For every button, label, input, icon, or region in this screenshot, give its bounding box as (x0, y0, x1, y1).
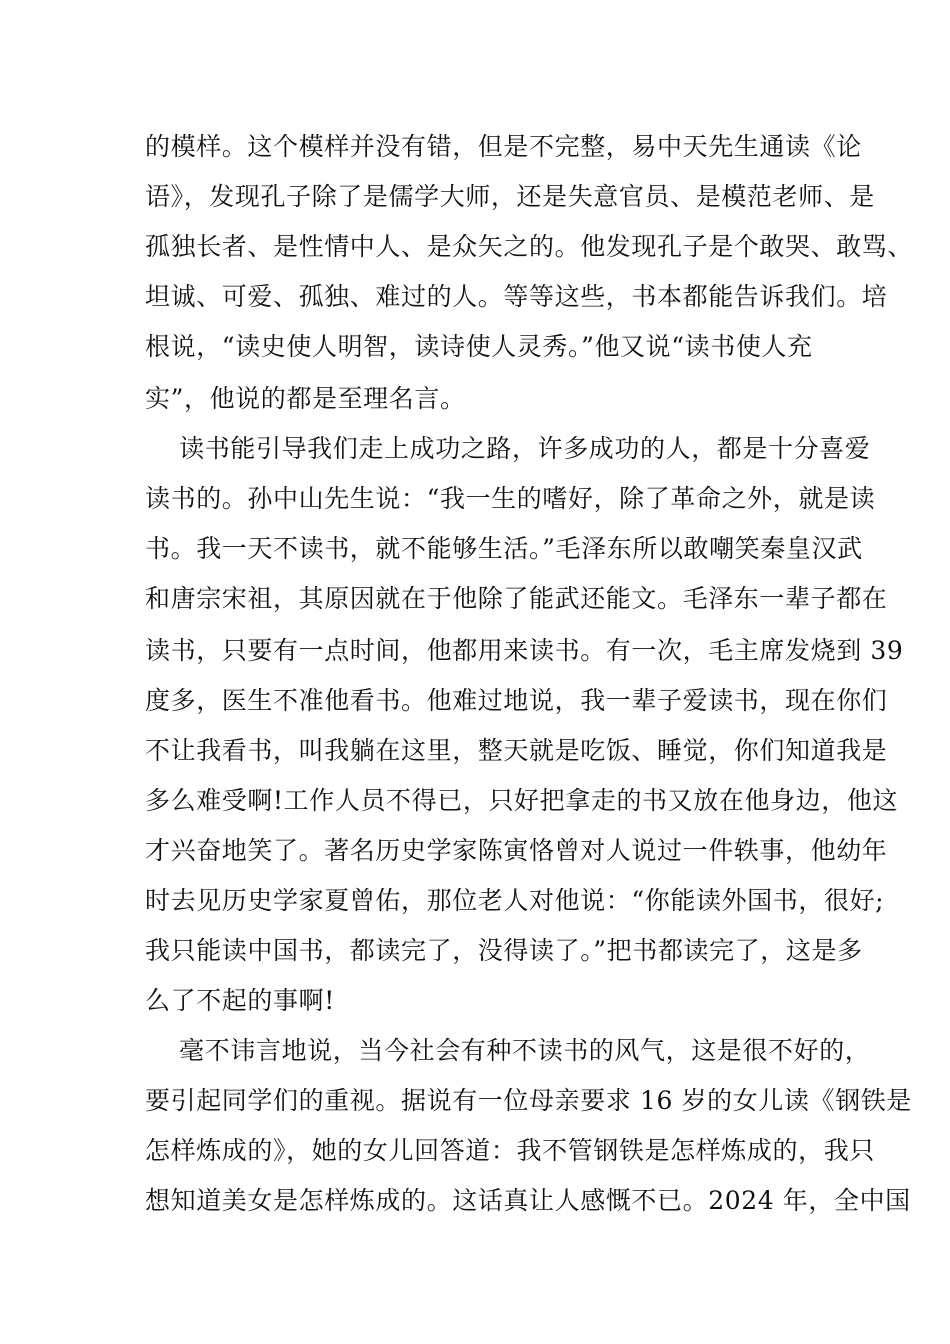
text-line: 读书，只要有一点时间，他都用来读书。有一次，毛主席发烧到 39 (145, 636, 904, 665)
text-line: 读书能引导我们走上成功之路，许多成功的人，都是十分喜爱 (145, 434, 871, 463)
text-line: 时去见历史学家夏曾佑，那位老人对他说：“你能读外国书，很好; (145, 886, 885, 915)
text-line: 和唐宗宋祖，其原因就在于他除了能武还能文。毛泽东一辈子都在 (145, 584, 888, 613)
text-line: 孤独长者、是性情中人、是众矢之的。他发现孔子是个敢哭、敢骂、 (145, 232, 914, 261)
text-line: 要引起同学们的重视。据说有一位母亲要求 16 岁的女儿读《钢铁是 (145, 1086, 912, 1115)
text-line: 怎样炼成的》，她的女儿回答道：我不管钢铁是怎样炼成的，我只 (145, 1136, 875, 1165)
text-line: 读书的。孙中山先生说：“我一生的嗜好，除了革命之外，就是读 (145, 484, 876, 513)
text-line: 实”，他说的都是至理名言。 (145, 384, 466, 413)
text-line: 语》，发现孔子除了是儒学大师，还是失意官员、是模范老师、是 (145, 182, 875, 211)
text-line: 才兴奋地笑了。著名历史学家陈寅恪曾对人说过一件轶事，他幼年 (145, 836, 888, 865)
text-line: 坦诚、可爱、孤独、难过的人。等等这些，书本都能告诉我们。培 (145, 282, 888, 311)
text-line: 根说，“读史使人明智，读诗使人灵秀。”他又说“读书使人充 (145, 332, 813, 361)
text-line: 毫不讳言地说，当今社会有种不读书的风气，这是很不好的， (145, 1036, 871, 1065)
text-line: 度多，医生不准他看书。他难过地说，我一辈子爱读书，现在你们 (145, 686, 888, 715)
text-line: 不让我看书，叫我躺在这里，整天就是吃饭、睡觉，你们知道我是 (145, 736, 888, 765)
text-line: 书。我一天不读书，就不能够生活。”毛泽东所以敢嘲笑秦皇汉武 (145, 534, 863, 563)
text-line: 想知道美女是怎样炼成的。这话真让人感慨不已。2024 年，全中国 (145, 1186, 911, 1215)
text-line: 我只能读中国书，都读完了，没得读了。”把书都读完了，这是多 (145, 936, 863, 965)
text-line: 多么难受啊!工作人员不得已，只好把拿走的书又放在他身边，他这 (145, 786, 899, 815)
text-line: 么了不起的事啊! (145, 986, 335, 1015)
text-line: 的模样。这个模样并没有错，但是不完整，易中天先生通读《论 (145, 132, 862, 161)
